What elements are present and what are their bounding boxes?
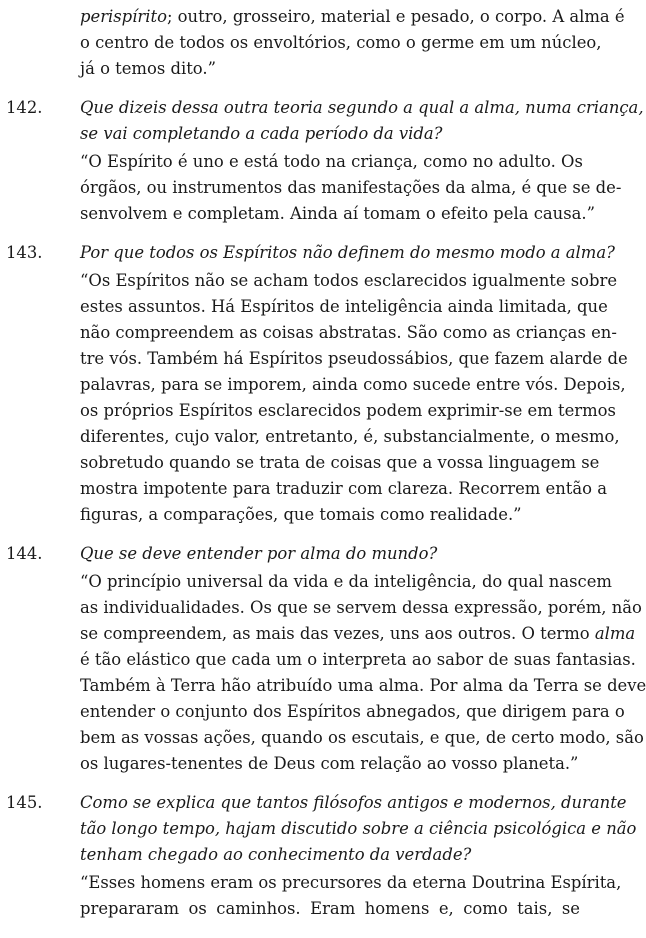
answer-142-line-2: órgãos, ou instrumentos das manifestações da alma, é que se de- — [80, 178, 622, 197]
question-145-line-1: Como se explica que tantos filósofos antigos e modernos, durante — [80, 793, 627, 812]
answer-144-line-5: Também à Terra hão atribuído uma alma. Por alma da Terra se deve — [80, 676, 646, 695]
question-144-line-1: Que se deve entender por alma do mundo? — [80, 544, 438, 563]
intro-line-3: já o temos dito.” — [80, 59, 216, 78]
question-number-144: 144. — [6, 544, 43, 563]
term-alma: alma — [594, 624, 636, 643]
answer-143-line-4: tre vós. Também há Espíritos pseudossábios, que fazem alarde de — [80, 349, 628, 368]
answer-144-line-3-text: se compreendem, as mais das vezes, uns aos outros. O termo alma — [80, 624, 636, 643]
question-143-line-1: Por que todos os Espíritos não definem do mesmo modo a alma? — [80, 243, 615, 262]
answer-143-line-9: mostra impotente para traduzir com clareza. Recorrem então a — [80, 479, 607, 498]
answer-143-line-6: os próprios Espíritos esclarecidos podem exprimir-se em termos — [80, 401, 616, 420]
answer-142-line-1: “O Espírito é uno e está todo na criança, como no adulto. Os — [80, 152, 583, 171]
term-perispirito: perispírito — [80, 7, 167, 26]
answer-144-line-2: as individualidades. Os que se servem dessa expressão, porém, não — [80, 598, 642, 617]
answer-145-line-2: prepararam os caminhos. Eram homens e, como tais, se — [80, 899, 580, 918]
question-142-line-1: Que dizeis dessa outra teoria segundo a qual a alma, numa criança, — [80, 98, 644, 117]
answer-144-line-3 — [80, 623, 636, 645]
question-number-145: 145. — [6, 793, 43, 812]
question-number-142: 142. — [6, 98, 43, 117]
intro-line-2: o centro de todos os envoltórios, como o germe em um núcleo, — [80, 33, 602, 52]
answer-143-line-3: não compreendem as coisas abstratas. São como as crianças en- — [80, 323, 617, 342]
answer-144-line-7: bem as vossas ações, quando os escutais, e que, de certo modo, são — [80, 728, 644, 747]
intro-line-1: perispírito; outro, grosseiro, material e pesado, o corpo. A alma é — [80, 7, 625, 26]
answer-143-line-2: estes assuntos. Há Espíritos de inteligência ainda limitada, que — [80, 297, 608, 316]
question-142-line-2: se vai completando a cada período da vida? — [80, 124, 443, 143]
question-number-143: 143. — [6, 243, 43, 262]
answer-143-line-8: sobretudo quando se trata de coisas que a vossa linguagem se — [80, 453, 600, 472]
answer-143-line-1: “Os Espíritos não se acham todos esclarecidos igualmente sobre — [80, 271, 618, 290]
question-145-line-3: tenham chegado ao conhecimento da verdade? — [80, 845, 472, 864]
answer-143-line-5: palavras, para se imporem, ainda como sucede entre vós. Depois, — [80, 375, 626, 394]
answer-144-line-6: entender o conjunto dos Espíritos abnegados, que dirigem para o — [80, 702, 625, 721]
answer-143-line-10: figuras, a comparações, que tomais como realidade.” — [80, 505, 522, 524]
answer-143-line-7: diferentes, cujo valor, entretanto, é, substancialmente, o mesmo, — [80, 427, 620, 446]
answer-142-line-3: senvolvem e completam. Ainda aí tomam o efeito pela causa.” — [80, 204, 596, 223]
answer-144-line-8: os lugares-tenentes de Deus com relação ao vosso planeta.” — [80, 754, 579, 773]
answer-144-line-4: é tão elástico que cada um o interpreta ao sabor de suas fantasias. — [80, 650, 636, 669]
answer-145-line-1: “Esses homens eram os precursores da eterna Doutrina Espírita, — [80, 873, 622, 892]
answer-144-line-1: “O princípio universal da vida e da inteligência, do qual nascem — [80, 572, 612, 591]
question-145-line-2: tão longo tempo, hajam discutido sobre a ciência psicológica e não — [80, 819, 637, 838]
